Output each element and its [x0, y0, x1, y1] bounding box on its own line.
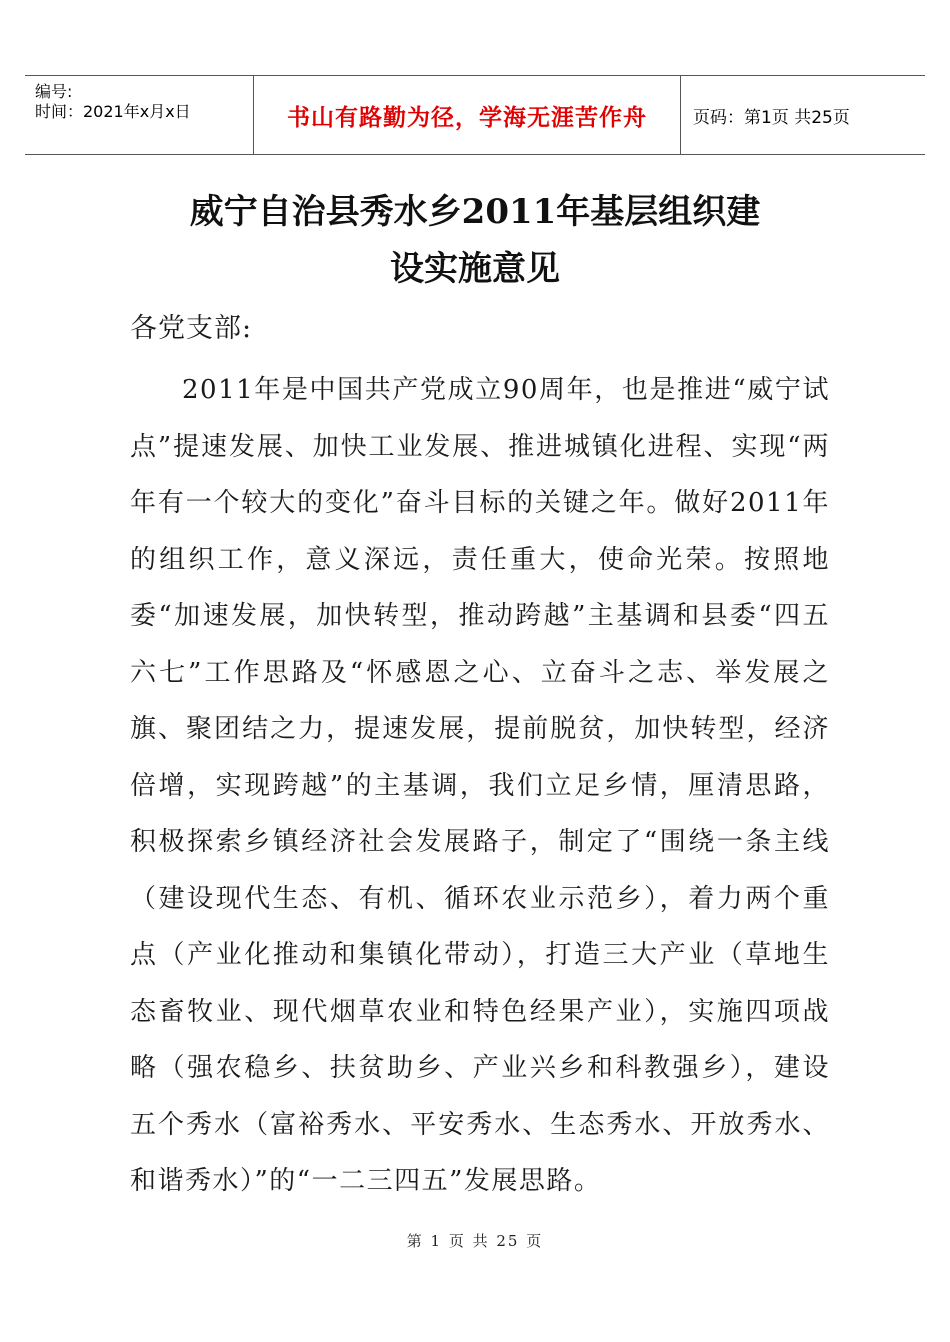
title-line-2: 设实施意见	[390, 249, 560, 289]
time-label: 时间：2021年x月x日	[35, 102, 191, 121]
header-meta	[25, 76, 254, 154]
number-label: 编号:	[35, 82, 73, 101]
salutation: 各党支部:	[130, 313, 253, 344]
page-footer: 第 1 页 共 25 页	[406, 1232, 544, 1250]
page-header	[25, 75, 925, 155]
body-paragraph: 2011年是中国共产党成立90周年，也是推进“威宁试点”提速发展、加快工业发展、推进城镇化进程、实现“两年有一个较大的变化”奋斗目标的关键之年。做好2011年的组织工作，意义深远，责任重大，使命光荣。按照地委“加速发展，加快转型，推动跨越”主基调和县委“四五六七”工作思路及“怀感恩之心、立奋斗之志、举发展之旗、聚团结之力，提速发展，提前脱贫，加快转型，经济倍增，实现跨越”的主基调，我们立足乡情，厘清思路，积极探索乡镇经济社会发展路子，制定了“围绕一条主线（建设现代生态、有机、循环农业示范乡），着力两个重点（产业化推动和集镇化带动），打造三大产业（草地生态畜牧业、现代烟草农业和特色经果产业），实施四项战略（强农稳乡、扶贫助乡、产业兴乡和科教强乡），建设五个秀水（富裕秀水、平安秀水、生态秀水、开放秀水、和谐秀水）”的“一二三四五”发展思路。	[130, 375, 830, 1196]
header-motto: 书山有路勤为径，学海无涯苦作舟	[254, 76, 681, 154]
document-title	[0, 184, 950, 298]
header-page-info: 页码：第1页 共25页	[693, 107, 850, 128]
title-line-1: 威宁自治县秀水乡2011年基层组织建	[189, 192, 761, 232]
